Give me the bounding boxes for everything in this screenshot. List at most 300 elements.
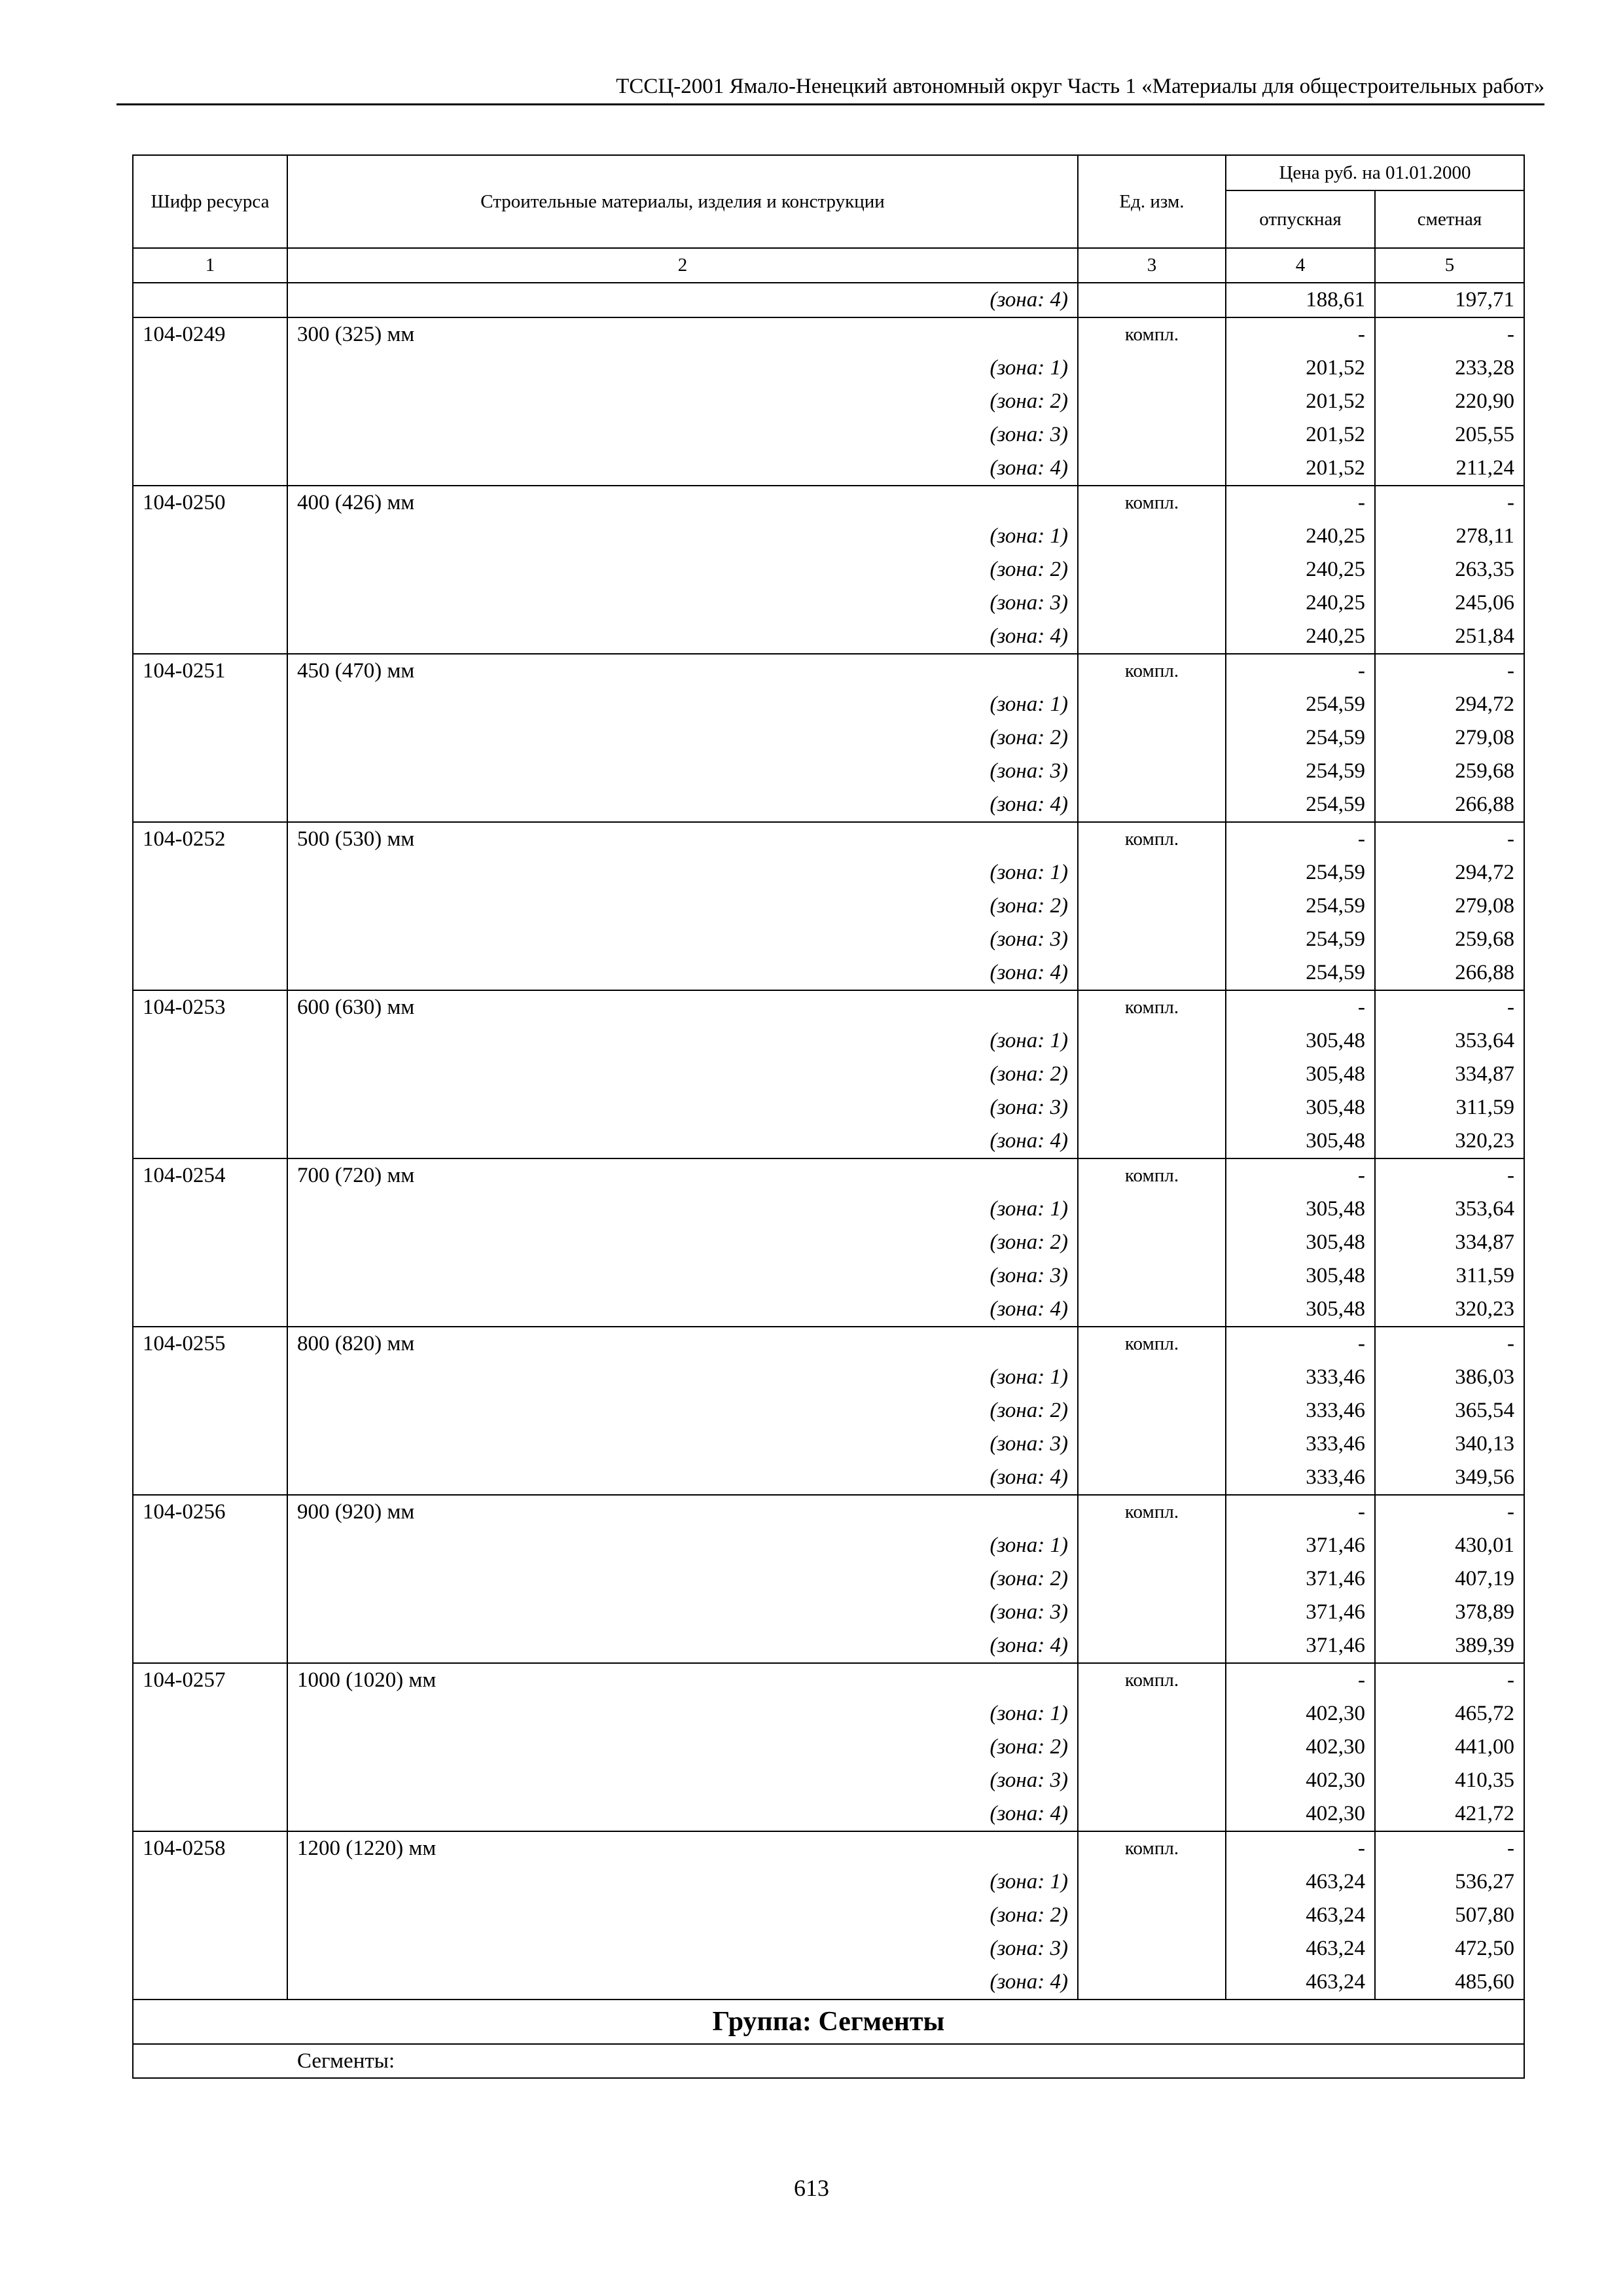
release-price: 305,48 <box>1226 1293 1375 1327</box>
release-price: 402,30 <box>1226 1697 1375 1731</box>
material-name: 900 (920) мм <box>287 1495 1078 1529</box>
zone-row <box>133 721 1524 755</box>
table-row <box>133 1663 1524 1697</box>
table-row <box>133 990 1524 1024</box>
code-cell <box>133 1293 287 1327</box>
unit-cell <box>1078 788 1226 822</box>
code-cell <box>133 856 287 889</box>
unit-cell <box>1078 1361 1226 1394</box>
zone-label: (зона: 1) <box>287 1361 1078 1394</box>
release-price: 254,59 <box>1226 721 1375 755</box>
header-name: Строительные материалы, изделия и конструкции <box>287 155 1078 248</box>
subgroup-row <box>133 2044 1524 2078</box>
unit-cell <box>1078 1865 1226 1899</box>
table-row <box>133 486 1524 520</box>
estimate-price: 421,72 <box>1375 1797 1524 1831</box>
estimate-price: 378,89 <box>1375 1596 1524 1629</box>
release-price: 305,48 <box>1226 1024 1375 1058</box>
release-price: 201,52 <box>1226 385 1375 418</box>
column-number: 1 <box>133 248 287 283</box>
unit-cell <box>1078 856 1226 889</box>
release-price: 371,46 <box>1226 1596 1375 1629</box>
code-cell <box>133 1529 287 1562</box>
resource-code: 104-0256 <box>133 1495 287 1529</box>
code-cell <box>133 1697 287 1731</box>
code-cell <box>133 620 287 654</box>
estimate-price: 279,08 <box>1375 721 1524 755</box>
zone-label: (зона: 3) <box>287 418 1078 452</box>
unit-cell: компл. <box>1078 654 1226 688</box>
zone-row <box>133 889 1524 923</box>
zone-label: (зона: 4) <box>287 1629 1078 1663</box>
material-name: 1200 (1220) мм <box>287 1831 1078 1865</box>
unit-cell <box>1078 452 1226 486</box>
zone-label: (зона: 4) <box>287 452 1078 486</box>
zone-label: (зона: 2) <box>287 721 1078 755</box>
zone-row <box>133 688 1524 721</box>
unit-cell <box>1078 889 1226 923</box>
unit-cell <box>1078 688 1226 721</box>
zone-row <box>133 1394 1524 1427</box>
resource-code: 104-0254 <box>133 1158 287 1193</box>
estimate-price: 245,06 <box>1375 586 1524 620</box>
unit-cell <box>1078 1764 1226 1797</box>
zone-label: (зона: 2) <box>287 385 1078 418</box>
release-price: 333,46 <box>1226 1461 1375 1495</box>
header-price: Цена руб. на 01.01.2000 <box>1226 155 1524 190</box>
zone-label: (зона: 3) <box>287 1596 1078 1629</box>
release-price: - <box>1226 1327 1375 1361</box>
code-cell <box>133 283 287 317</box>
page-number: 613 <box>794 2175 829 2201</box>
resource-code: 104-0257 <box>133 1663 287 1697</box>
estimate-price: - <box>1375 990 1524 1024</box>
estimate-price: 334,87 <box>1375 1226 1524 1259</box>
release-price: 402,30 <box>1226 1731 1375 1764</box>
release-price: - <box>1226 1663 1375 1697</box>
zone-label: (зона: 4) <box>287 1965 1078 2000</box>
material-name: 1000 (1020) мм <box>287 1663 1078 1697</box>
release-price: 305,48 <box>1226 1226 1375 1259</box>
estimate-price: 197,71 <box>1375 283 1524 317</box>
unit-cell: компл. <box>1078 1495 1226 1529</box>
unit-cell <box>1078 385 1226 418</box>
table-row <box>133 654 1524 688</box>
zone-row <box>133 1293 1524 1327</box>
zone-row <box>133 1259 1524 1293</box>
continuation-row <box>133 283 1524 317</box>
zone-row <box>133 1697 1524 1731</box>
estimate-price: 259,68 <box>1375 755 1524 788</box>
zone-row <box>133 1562 1524 1596</box>
unit-cell <box>1078 283 1226 317</box>
zone-label: (зона: 1) <box>287 1024 1078 1058</box>
estimate-price: 485,60 <box>1375 1965 1524 2000</box>
zone-row <box>133 1091 1524 1124</box>
estimate-price: 353,64 <box>1375 1193 1524 1226</box>
zone-row <box>133 351 1524 385</box>
release-price: 333,46 <box>1226 1361 1375 1394</box>
unit-cell <box>1078 1293 1226 1327</box>
code-cell <box>133 1731 287 1764</box>
code-cell <box>133 1596 287 1629</box>
zone-row <box>133 1797 1524 1831</box>
unit-cell <box>1078 553 1226 586</box>
unit-cell <box>1078 1394 1226 1427</box>
zone-label: (зона: 4) <box>287 1797 1078 1831</box>
unit-cell <box>1078 1259 1226 1293</box>
code-cell <box>133 889 287 923</box>
zone-label: (зона: 1) <box>287 520 1078 553</box>
estimate-price: 365,54 <box>1375 1394 1524 1427</box>
code-cell <box>133 1394 287 1427</box>
release-price: 463,24 <box>1226 1865 1375 1899</box>
column-number: 2 <box>287 248 1078 283</box>
unit-cell <box>1078 586 1226 620</box>
unit-cell <box>1078 1562 1226 1596</box>
release-price: 305,48 <box>1226 1259 1375 1293</box>
zone-row <box>133 1731 1524 1764</box>
code-cell <box>133 1226 287 1259</box>
unit-cell: компл. <box>1078 1663 1226 1697</box>
release-price: - <box>1226 990 1375 1024</box>
estimate-price: 340,13 <box>1375 1427 1524 1461</box>
unit-cell <box>1078 520 1226 553</box>
zone-row <box>133 956 1524 990</box>
unit-cell <box>1078 1731 1226 1764</box>
zone-row <box>133 1024 1524 1058</box>
code-cell <box>133 956 287 990</box>
code-cell <box>133 923 287 956</box>
estimate-price: - <box>1375 1158 1524 1193</box>
zone-row <box>133 1124 1524 1158</box>
header-rule <box>116 103 1544 105</box>
unit-cell <box>1078 1193 1226 1226</box>
zone-row <box>133 1899 1524 1932</box>
release-price: 254,59 <box>1226 788 1375 822</box>
code-cell <box>133 755 287 788</box>
zone-label: (зона: 1) <box>287 1697 1078 1731</box>
unit-cell <box>1078 1932 1226 1965</box>
zone-row <box>133 1361 1524 1394</box>
zone-row <box>133 856 1524 889</box>
estimate-price: - <box>1375 1495 1524 1529</box>
column-number: 5 <box>1375 248 1524 283</box>
estimate-price: 320,23 <box>1375 1293 1524 1327</box>
code-cell <box>133 1899 287 1932</box>
unit-cell <box>1078 1529 1226 1562</box>
zone-row <box>133 1058 1524 1091</box>
header-estimate-price: сметная <box>1375 190 1524 248</box>
code-cell <box>133 1091 287 1124</box>
code-cell <box>133 1932 287 1965</box>
unit-cell: компл. <box>1078 1831 1226 1865</box>
code-cell <box>133 788 287 822</box>
zone-label: (зона: 1) <box>287 688 1078 721</box>
zone-row <box>133 1932 1524 1965</box>
zone-row <box>133 788 1524 822</box>
resource-code: 104-0253 <box>133 990 287 1024</box>
release-price: - <box>1226 1495 1375 1529</box>
zone-label: (зона: 3) <box>287 923 1078 956</box>
estimate-price: 320,23 <box>1375 1124 1524 1158</box>
unit-cell <box>1078 1058 1226 1091</box>
zone-label: (зона: 4) <box>287 620 1078 654</box>
code-cell <box>133 1797 287 1831</box>
estimate-price: 311,59 <box>1375 1259 1524 1293</box>
resource-code: 104-0249 <box>133 317 287 351</box>
estimate-price: 220,90 <box>1375 385 1524 418</box>
zone-row <box>133 1529 1524 1562</box>
zone-row <box>133 1226 1524 1259</box>
unit-cell <box>1078 1124 1226 1158</box>
code-cell <box>133 1965 287 2000</box>
code-cell <box>133 351 287 385</box>
estimate-price: 407,19 <box>1375 1562 1524 1596</box>
release-price: 240,25 <box>1226 553 1375 586</box>
estimate-price: 279,08 <box>1375 889 1524 923</box>
column-number-row <box>133 248 1524 283</box>
estimate-price: 465,72 <box>1375 1697 1524 1731</box>
code-cell <box>133 1427 287 1461</box>
release-price: 305,48 <box>1226 1091 1375 1124</box>
material-name: 700 (720) мм <box>287 1158 1078 1193</box>
zone-label: (зона: 4) <box>287 1461 1078 1495</box>
zone-label: (зона: 1) <box>287 856 1078 889</box>
unit-cell <box>1078 755 1226 788</box>
release-price: 371,46 <box>1226 1562 1375 1596</box>
release-price: 240,25 <box>1226 620 1375 654</box>
release-price: 254,59 <box>1226 688 1375 721</box>
table-row <box>133 822 1524 856</box>
release-price: - <box>1226 317 1375 351</box>
code-cell <box>133 1629 287 1663</box>
release-price: 305,48 <box>1226 1124 1375 1158</box>
code-cell <box>133 1259 287 1293</box>
estimate-price: 472,50 <box>1375 1932 1524 1965</box>
code-cell <box>133 1461 287 1495</box>
table-header <box>133 155 1524 283</box>
estimate-price: 410,35 <box>1375 1764 1524 1797</box>
unit-cell: компл. <box>1078 1158 1226 1193</box>
estimate-price: - <box>1375 1663 1524 1697</box>
unit-cell <box>1078 1427 1226 1461</box>
price-table <box>132 154 1525 2079</box>
release-price: 305,48 <box>1226 1058 1375 1091</box>
zone-label: (зона: 3) <box>287 586 1078 620</box>
estimate-price: 266,88 <box>1375 956 1524 990</box>
release-price: 240,25 <box>1226 520 1375 553</box>
zone-row <box>133 755 1524 788</box>
unit-cell: компл. <box>1078 990 1226 1024</box>
estimate-price: 536,27 <box>1375 1865 1524 1899</box>
release-price: - <box>1226 1831 1375 1865</box>
estimate-price: 507,80 <box>1375 1899 1524 1932</box>
zone-label: (зона: 4) <box>287 1293 1078 1327</box>
unit-cell <box>1078 1024 1226 1058</box>
column-number: 4 <box>1226 248 1375 283</box>
zone-row <box>133 923 1524 956</box>
zone-label: (зона: 3) <box>287 1932 1078 1965</box>
unit-cell <box>1078 1629 1226 1663</box>
zone-label: (зона: 2) <box>287 1058 1078 1091</box>
code-cell <box>133 385 287 418</box>
resource-code: 104-0255 <box>133 1327 287 1361</box>
code-cell <box>133 418 287 452</box>
code-cell <box>133 1562 287 1596</box>
unit-cell <box>1078 923 1226 956</box>
zone-row <box>133 1965 1524 2000</box>
estimate-price: 278,11 <box>1375 520 1524 553</box>
zone-label: (зона: 3) <box>287 1764 1078 1797</box>
release-price: 463,24 <box>1226 1965 1375 2000</box>
zone-label: (зона: 3) <box>287 1427 1078 1461</box>
zone-label: (зона: 3) <box>287 1091 1078 1124</box>
resource-code: 104-0258 <box>133 1831 287 1865</box>
zone-row <box>133 1461 1524 1495</box>
zone-label: (зона: 3) <box>287 755 1078 788</box>
unit-cell <box>1078 1461 1226 1495</box>
release-price: 333,46 <box>1226 1394 1375 1427</box>
zone-label: (зона: 1) <box>287 351 1078 385</box>
code-cell <box>133 1124 287 1158</box>
table-row <box>133 1158 1524 1193</box>
zone-label: (зона: 2) <box>287 1731 1078 1764</box>
estimate-price: 334,87 <box>1375 1058 1524 1091</box>
estimate-price: 389,39 <box>1375 1629 1524 1663</box>
release-price: - <box>1226 654 1375 688</box>
unit-cell <box>1078 1899 1226 1932</box>
material-name: 800 (820) мм <box>287 1327 1078 1361</box>
zone-row <box>133 586 1524 620</box>
resource-code: 104-0252 <box>133 822 287 856</box>
running-header: ТССЦ-2001 Ямало-Ненецкий автономный округ Часть 1 «Материалы для общестроительных работ» <box>616 75 1544 98</box>
header-unit: Ед. изм. <box>1078 155 1226 248</box>
release-price: 201,52 <box>1226 418 1375 452</box>
zone-row <box>133 1193 1524 1226</box>
code-cell <box>133 688 287 721</box>
table-row <box>133 1495 1524 1529</box>
unit-cell <box>1078 620 1226 654</box>
group-row <box>133 2000 1524 2044</box>
zone-label: (зона: 1) <box>287 1529 1078 1562</box>
release-price: 188,61 <box>1226 283 1375 317</box>
code-cell <box>133 553 287 586</box>
unit-cell <box>1078 1965 1226 2000</box>
unit-cell: компл. <box>1078 822 1226 856</box>
code-cell <box>133 586 287 620</box>
zone-label: (зона: 4) <box>287 1124 1078 1158</box>
code-cell <box>133 1361 287 1394</box>
estimate-price: 349,56 <box>1375 1461 1524 1495</box>
material-name: 300 (325) мм <box>287 317 1078 351</box>
code-cell <box>133 520 287 553</box>
unit-cell: компл. <box>1078 317 1226 351</box>
estimate-price: 311,59 <box>1375 1091 1524 1124</box>
code-cell <box>133 1764 287 1797</box>
zone-row <box>133 553 1524 586</box>
unit-cell <box>1078 1091 1226 1124</box>
header-code: Шифр ресурса <box>133 155 287 248</box>
unit-cell <box>1078 956 1226 990</box>
estimate-price: 251,84 <box>1375 620 1524 654</box>
release-price: 463,24 <box>1226 1932 1375 1965</box>
column-number: 3 <box>1078 248 1226 283</box>
code-cell <box>133 721 287 755</box>
estimate-price: 233,28 <box>1375 351 1524 385</box>
subgroup-title: Сегменты: <box>133 2044 1524 2078</box>
unit-cell: компл. <box>1078 1327 1226 1361</box>
estimate-price: 211,24 <box>1375 452 1524 486</box>
zone-row <box>133 452 1524 486</box>
code-cell <box>133 1865 287 1899</box>
zone-row <box>133 1596 1524 1629</box>
estimate-price: - <box>1375 1327 1524 1361</box>
release-price: 333,46 <box>1226 1427 1375 1461</box>
zone-row <box>133 620 1524 654</box>
unit-cell <box>1078 418 1226 452</box>
estimate-price: 441,00 <box>1375 1731 1524 1764</box>
zone-label: (зона: 4) <box>287 956 1078 990</box>
release-price: 371,46 <box>1226 1629 1375 1663</box>
zone-label: (зона: 2) <box>287 1899 1078 1932</box>
release-price: - <box>1226 1158 1375 1193</box>
unit-cell: компл. <box>1078 486 1226 520</box>
resource-code: 104-0250 <box>133 486 287 520</box>
zone-label: (зона: 2) <box>287 1394 1078 1427</box>
zone-label: (зона: 3) <box>287 1259 1078 1293</box>
estimate-price: - <box>1375 317 1524 351</box>
resource-code: 104-0251 <box>133 654 287 688</box>
zone-label: (зона: 2) <box>287 553 1078 586</box>
release-price: 463,24 <box>1226 1899 1375 1932</box>
zone-row <box>133 520 1524 553</box>
estimate-price: 259,68 <box>1375 923 1524 956</box>
code-cell <box>133 1058 287 1091</box>
zone-label: (зона: 2) <box>287 1226 1078 1259</box>
material-name: 450 (470) мм <box>287 654 1078 688</box>
unit-cell <box>1078 721 1226 755</box>
code-cell <box>133 1024 287 1058</box>
unit-cell <box>1078 1596 1226 1629</box>
release-price: 201,52 <box>1226 452 1375 486</box>
estimate-price: - <box>1375 486 1524 520</box>
unit-cell <box>1078 1697 1226 1731</box>
unit-cell <box>1078 1226 1226 1259</box>
release-price: 254,59 <box>1226 856 1375 889</box>
zone-label: (зона: 2) <box>287 889 1078 923</box>
material-name: 400 (426) мм <box>287 486 1078 520</box>
zone-label: (зона: 1) <box>287 1865 1078 1899</box>
estimate-price: 263,35 <box>1375 553 1524 586</box>
release-price: 254,59 <box>1226 923 1375 956</box>
table-row <box>133 1327 1524 1361</box>
material-name: 500 (530) мм <box>287 822 1078 856</box>
estimate-price: 353,64 <box>1375 1024 1524 1058</box>
code-cell <box>133 452 287 486</box>
estimate-price: 294,72 <box>1375 856 1524 889</box>
unit-cell <box>1078 351 1226 385</box>
release-price: - <box>1226 822 1375 856</box>
material-name: 600 (630) мм <box>287 990 1078 1024</box>
zone-row <box>133 1427 1524 1461</box>
zone-row <box>133 418 1524 452</box>
group-title: Группа: Сегменты <box>133 2000 1524 2044</box>
estimate-price: 266,88 <box>1375 788 1524 822</box>
header-release-price: отпускная <box>1226 190 1375 248</box>
release-price: 402,30 <box>1226 1797 1375 1831</box>
release-price: 254,59 <box>1226 956 1375 990</box>
